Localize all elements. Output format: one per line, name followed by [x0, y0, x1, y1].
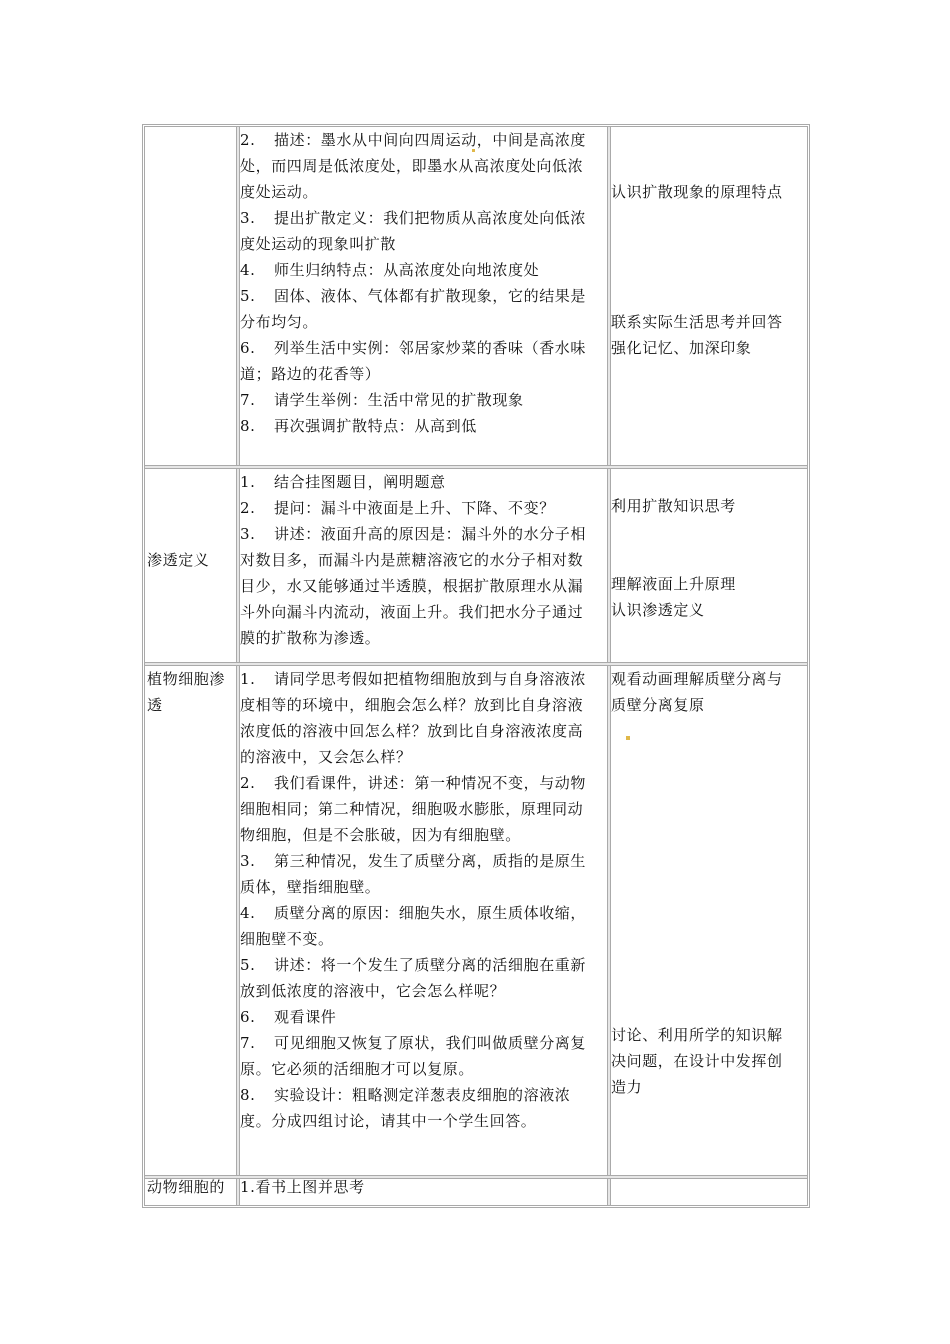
step-line: 8. 再次强调扩散特点：从高到低: [240, 417, 477, 435]
activity-line: 认识渗透定义: [611, 601, 705, 619]
student-activity-cell: [611, 1022, 807, 1100]
step-line: 8. 实验设计：粗略测定洋葱表皮细胞的溶液浓: [240, 1086, 571, 1104]
activity-line: 决问题，在设计中发挥创: [611, 1052, 783, 1070]
step-line: 道；路边的花香等）: [240, 365, 381, 383]
step-line: 斗外向漏斗内流动，液面上升。我们把水分子通过: [240, 603, 584, 621]
activity-line: 理解液面上升原理: [611, 575, 736, 593]
topic-label: 植物细胞渗: [147, 670, 226, 688]
step-line: 度处运动的现象叫扩散: [240, 235, 397, 253]
step-line: 对数目多，而漏斗内是蔗糖溶液它的水分子相对数: [240, 551, 584, 569]
teaching-steps-cell: [240, 127, 608, 439]
step-line: 2. 描述：墨水从中间向四周运动，中间是高浓度: [240, 131, 587, 149]
step-line: 放到低浓度的溶液中，它会怎么样呢？: [240, 982, 506, 1000]
activity-line: 联系实际生活思考并回答: [611, 313, 783, 331]
scan-artifact: [472, 149, 475, 152]
topic-cell: [147, 1174, 237, 1200]
step-line: 7. 可见细胞又恢复了原状，我们叫做质壁分离复: [240, 1034, 587, 1052]
step-line: 分布均匀。: [240, 313, 319, 331]
step-line: 2. 我们看课件，讲述：第一种情况不变，与动物: [240, 774, 587, 792]
topic-label: 透: [147, 696, 163, 714]
step-line: 细胞壁不变。: [240, 930, 334, 948]
step-line: 1. 请同学思考假如把植物细胞放到与自身溶液浓: [240, 670, 587, 688]
activity-line: 观看动画理解质壁分离与: [611, 670, 783, 688]
teaching-steps-cell: [240, 666, 608, 1134]
activity-line: 质壁分离复原: [611, 696, 705, 714]
lesson-plan-table: [142, 124, 810, 1208]
step-line: 膜的扩散称为渗透。: [240, 629, 381, 647]
student-activity-cell: [611, 666, 807, 718]
student-activity-cell: [611, 179, 807, 205]
step-line: 的溶液中，又会怎么样？: [240, 748, 412, 766]
step-line: 7. 请学生举例：生活中常见的扩散现象: [240, 391, 524, 409]
step-line: 原。它必须的活细胞才可以复原。: [240, 1060, 475, 1078]
step-line: 6. 列举生活中实例：邻居家炒菜的香味（香水味: [240, 339, 587, 357]
step-line: 1.看书上图并思考: [240, 1178, 365, 1196]
step-line: 1. 结合挂图题目，阐明题意: [240, 473, 446, 491]
topic-cell: [147, 666, 237, 718]
scan-artifact: [626, 736, 630, 740]
teaching-steps-cell: [240, 469, 608, 651]
topic-cell: [147, 547, 237, 573]
step-line: 3. 第三种情况，发生了质壁分离，质指的是原生: [240, 852, 587, 870]
student-activity-cell: [611, 493, 807, 519]
step-line: 目少，水又能够通过半透膜，根据扩散原理水从漏: [240, 577, 584, 595]
topic-label: 渗透定义: [147, 551, 210, 569]
step-line: 细胞相同；第二种情况，细胞吸水膨胀，原理同动: [240, 800, 584, 818]
step-line: 3. 提出扩散定义：我们把物质从高浓度处向低浓: [240, 209, 587, 227]
step-line: 5. 固体、液体、气体都有扩散现象，它的结果是: [240, 287, 587, 305]
step-line: 物细胞，但是不会胀破，因为有细胞壁。: [240, 826, 521, 844]
step-line: 度。分成四组讨论，请其中一个学生回答。: [240, 1112, 537, 1130]
activity-line: 强化记忆、加深印象: [611, 339, 752, 357]
activity-line: 造力: [611, 1078, 643, 1096]
student-activity-cell: [611, 309, 807, 361]
activity-line: 讨论、利用所学的知识解: [611, 1026, 783, 1044]
step-line: 度相等的环境中，细胞会怎么样？放到比自身溶液: [240, 696, 584, 714]
step-line: 质体，壁指细胞壁。: [240, 878, 381, 896]
activity-line: 利用扩散知识思考: [611, 497, 736, 515]
step-line: 4. 师生归纳特点：从高浓度处向地浓度处: [240, 261, 540, 279]
activity-line: 认识扩散现象的原理特点: [611, 183, 783, 201]
step-line: 2. 提问：漏斗中液面是上升、下降、不变？: [240, 499, 555, 517]
step-line: 5. 讲述：将一个发生了质壁分离的活细胞在重新: [240, 956, 587, 974]
step-line: 3. 讲述：液面升高的原因是：漏斗外的水分子相: [240, 525, 587, 543]
student-activity-cell: [611, 571, 807, 623]
teaching-steps-cell: [240, 1174, 608, 1200]
topic-label: 动物细胞的: [147, 1178, 226, 1196]
step-line: 浓度低的溶液中回怎么样？放到比自身溶液浓度高: [240, 722, 584, 740]
step-line: 6. 观看课件: [240, 1008, 337, 1026]
step-line: 处，而四周是低浓度处，即墨水从高浓度处向低浓: [240, 157, 584, 175]
step-line: 度处运动。: [240, 183, 319, 201]
step-line: 4. 质壁分离的原因：细胞失水，原生质体收缩，: [240, 904, 587, 922]
